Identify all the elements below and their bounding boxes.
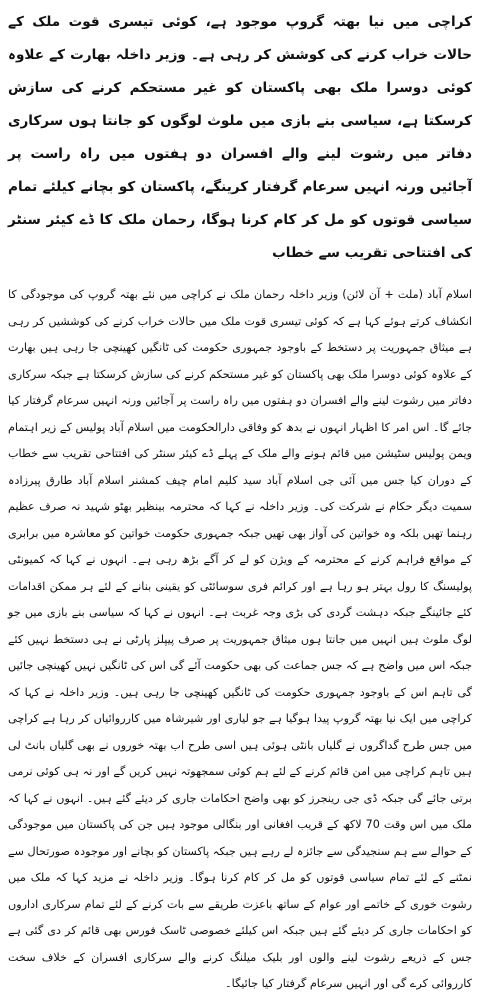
article-body: اسلام آباد (ملت + آن لائن) وزیر داخلہ رحمان ملک نے کراچی میں نئے بھتہ گروپ کی موجودگی کا انکشاف کرتے ہوئے کہا ہے کہ کوئی تیسری قوت ملک میں حالات خراب کرنے کی کوششیں کر رہی ہے میثاق جمہوریت پر دستخط کے باوجود جمہوری حکومت کی ٹانگیں کھینچی جا رہی ہیں بھارت کے علاوہ کوئی دوسرا ملک بھی پاکستان کو غیر مستحکم کرنے کی سازش کرسکتا ہے جبکہ سرکاری دفاتر میں رشوت لینے والے افسران دو ہفتوں میں راہ راست پر آجائیں ورنہ انہیں سرعام گرفتار کیا جائے گا۔ اس امر کا اظہار انہوں نے بدھ کو وفاقی دارالحکومت میں اسلام آباد پولیس کے زیر اہتمام ویمن پولیس سٹیشن میں قائم ہونے والے ملک کے پہلے ڈے کیئر سنٹر کی افتتاحی تقریب سے خطاب کے دوران کیا جس میں آئی جی اسلام آباد سید کلیم امام چیف کمشنر اسلام آباد طارق پیرزادہ سمیت دیگر حکام نے شرکت کی۔ وزیر داخلہ نے کہا کہ محترمہ بینظیر بھٹو شہید نہ صرف عظیم رہنما تھیں بلکہ وہ خواتین کی آواز بھی تھیں جبکہ جمہوری حکومت خواتین کو معاشرہ میں برابری کے مواقع فراہم کرنے کے محترمہ کے ویژن کو لے کر آگے بڑھ رہی ہے۔ انہوں نے کہا کہ کمیونٹی پولیسنگ کا رول بہتر ہو رہا ہے اور کرائم فری سوسائٹی کو یقینی بنانے کے لئے ہر ممکن اقدامات کئے جائینگے جبکہ دہشت گردی کی بڑی وجہ غربت ہے۔ انہوں نے کہا کہ سیاسی بنے بازی میں جو لوگ ملوث ہیں انہیں میں جانتا ہوں میثاق جمہوریت پر صرف پیپلز پارٹی نے ہی دستخط نہیں کئے جبکہ اس میں واضح ہے کہ جس جماعت کی بھی حکومت آئے گی اس کی ٹانگیں نہیں کھینچی جائیں گی تاہم اس کے باوجود جمہوری حکومت کی ٹانگیں کھینچی جا رہی ہیں۔ وزیر داخلہ نے کہا کہ کراچی میں ایک نیا بھتہ گروپ پیدا ہوگیا ہے جو لیاری اور شیرشاہ میں کارروائیاں کر رہا ہے کراچی میں جس طرح گداگروں نے گلیاں بانٹی ہوئی ہیں اسی طرح اب بھتہ خوروں نے بھی گلیاں بانٹ لی ہیں تاہم کراچی میں امن قائم کرنے کے لئے ہم کوئی سمجھوتہ نہیں کریں گے اور نہ ہی کوئی نرمی برتی جائے گی جبکہ ڈی جی رینجرز کو بھی واضح احکامات جاری کر دیئے گئے ہیں۔ انہوں نے کہا کہ ملک میں اس وقت 70 لاکھ کے قریب افغانی اور بنگالی موجود ہیں جن کی پاکستان میں موجودگی کے حوالے سے ہم سنجیدگی سے جائزہ لے رہے ہیں جبکہ پاکستان کو بچانے اور موجودہ صورتحال سے نمٹنے کے لئے تمام سیاسی قوتوں کو مل کر کام کرنا ہوگا۔ وزیر داخلہ نے مزید کہا کہ ملک میں رشوت خوری کے خاتمے اور عوام کے ساتھ باعزت طریقے سے بات کرنے کے لئے تمام سرکاری اداروں کو احکامات جاری کر دیئے گئے ہیں جبکہ اس کیلئے خصوصی ٹاسک فورس بھی قائم کر دی گئی ہے جس کے ذریعے رشوت لینے والوں اور بلیک میلنگ کرنے والے سرکاری افسران کے خلاف سخت کارروائی کرے گی اور انہیں سرعام گرفتار کیا جائیگا۔ <box>8 288 472 990</box>
article-headline: کراچی میں نیا بھتہ گروپ موجود ہے، کوئی تیسری قوت ملک کے حالات خراب کرنے کی کوشش کر رہی ہے۔ وزیر داخلہ بھارت کے علاوہ کوئی دوسرا ملک بھی پاکستان کو غیر مستحکم کرنے کی سازش کرسکتا ہے، سیاسی بنے بازی میں ملوث لوگوں کو جانتا ہوں سرکاری دفاتر میں رشوت لینے والے افسران دو ہفتوں میں راہ راست پر آجائیں ورنہ انہیں سرعام گرفتار کرینگے، پاکستان کو بچانے کیلئے تمام سیاسی قوتوں کو مل کر کام کرنا ہوگا، رحمان ملک کا ڈے کیئر سنٹر کی افتتاحی تقریب سے خطاب <box>8 14 472 261</box>
